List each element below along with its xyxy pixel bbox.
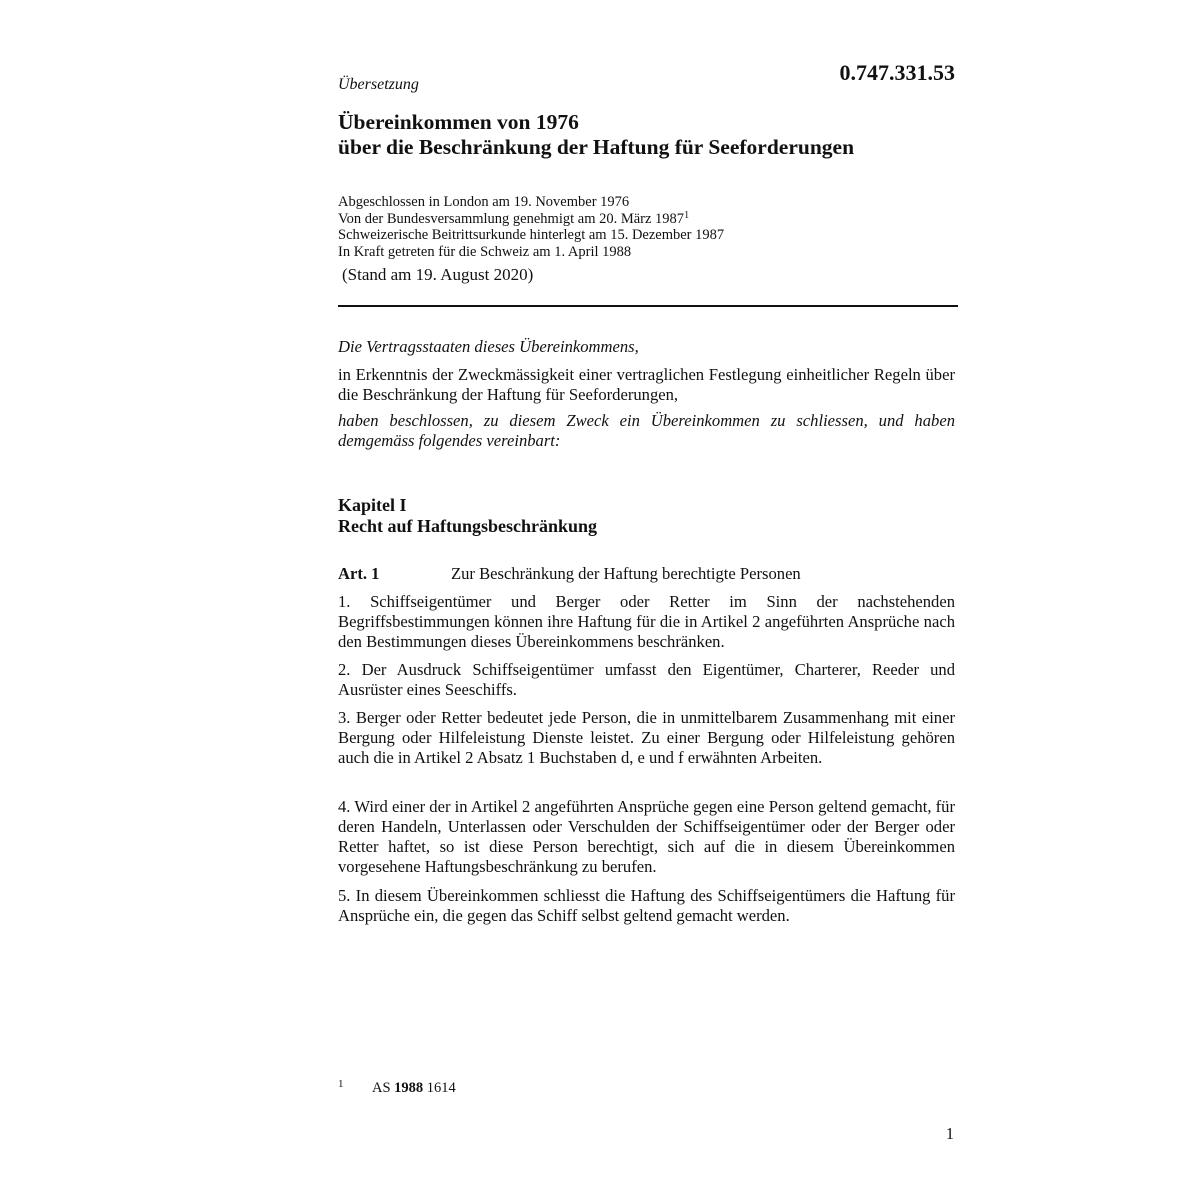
- in-force-line: In Kraft getreten für die Schweiz am 1. April 1988: [338, 243, 632, 260]
- document-title: [338, 110, 958, 160]
- title-line-1: Übereinkommen von 1976: [338, 110, 579, 134]
- article-label: Art. 1: [338, 564, 380, 583]
- article-title: Zur Beschränkung der Haftung berechtigte Personen: [451, 564, 801, 583]
- chapter-number: Kapitel I: [338, 495, 407, 515]
- page-number: 1: [945, 1124, 954, 1143]
- footnote-marker: 1: [338, 1078, 344, 1090]
- article-paragraph-5: 5. In diesem Übereinkommen schliesst die Haftung des Schiffseigentümers die Haftung für Ansprüche ein, die gegen das Schiff selbst geltend gemacht werden.: [338, 886, 955, 925]
- chapter-heading: [338, 495, 597, 537]
- article-paragraph-2: 2. Der Ausdruck Schiffseigentümer umfasst den Eigentümer, Charterer, Reeder und Ausrüster eines Seeschiffs.: [338, 660, 955, 699]
- chapter-title: Recht auf Haftungsbeschränkung: [338, 516, 598, 536]
- footnote-prefix: AS: [372, 1080, 391, 1096]
- footnote-text: [372, 1079, 456, 1097]
- article-paragraph-4: 4. Wird einer der in Artikel 2 angeführten Ansprüche gegen eine Person geltend gemacht, für deren Handeln, Unterlassen oder Verschulden der Schiffseigentümer oder der Berger oder Retter haftet, so ist diese Person berechtigt, sich auf die in diesem Übereinkommen vorgesehene Haftungsbeschränkung zu berufen.: [338, 797, 955, 876]
- concluded-line: Abgeschlossen in London am 19. November 1976: [338, 194, 630, 210]
- approved-text: Von der Bundesversammlung genehmigt am 20. März 1987: [338, 210, 685, 227]
- approved-line: [338, 211, 958, 228]
- status-date: (Stand am 19. August 2020): [342, 265, 534, 284]
- article-paragraph-1: 1. Schiffseigentümer und Berger oder Retter im Sinn der nachstehenden Begriffsbestimmungen können ihre Haftung für die in Artikel 2 angeführten Ansprüche nach den Bestimmungen dieses Übereinkommens beschränken.: [338, 592, 955, 651]
- horizontal-rule: [338, 305, 958, 307]
- title-line-2: über die Beschränkung der Haftung für Seeforderungen: [338, 135, 855, 159]
- footnote-page: 1614: [426, 1080, 456, 1096]
- preamble-recognizing: in Erkenntnis der Zweckmässigkeit einer vertraglichen Festlegung einheitlicher Regeln über die Beschränkung der Haftung für Seeforderungen,: [338, 365, 955, 404]
- footnote-year: 1988: [394, 1080, 424, 1096]
- treaty-metadata: [338, 194, 958, 260]
- preamble-parties: Die Vertragsstaaten dieses Übereinkommens,: [338, 337, 639, 356]
- translation-label: Übersetzung: [338, 76, 419, 93]
- footnote-ref: 1: [684, 209, 690, 221]
- accession-line: Schweizerische Beitrittsurkunde hinterlegt am 15. Dezember 1987: [338, 227, 725, 243]
- article-paragraph-3: 3. Berger oder Retter bedeutet jede Person, die in unmittelbarem Zusammenhang mit einer Bergung oder Hilfeleistung Dienste leistet. Zu einer Bergung oder Hilfeleistung gehören auch die in Artikel 2 Absatz 1 Buchstaben d, e und f erwähnten Arbeiten.: [338, 708, 955, 767]
- preamble-agreed: haben beschlossen, zu diesem Zweck ein Übereinkommen zu schliessen, und haben demgemäss folgendes vereinbart:: [338, 411, 955, 450]
- sr-number: 0.747.331.53: [839, 60, 955, 85]
